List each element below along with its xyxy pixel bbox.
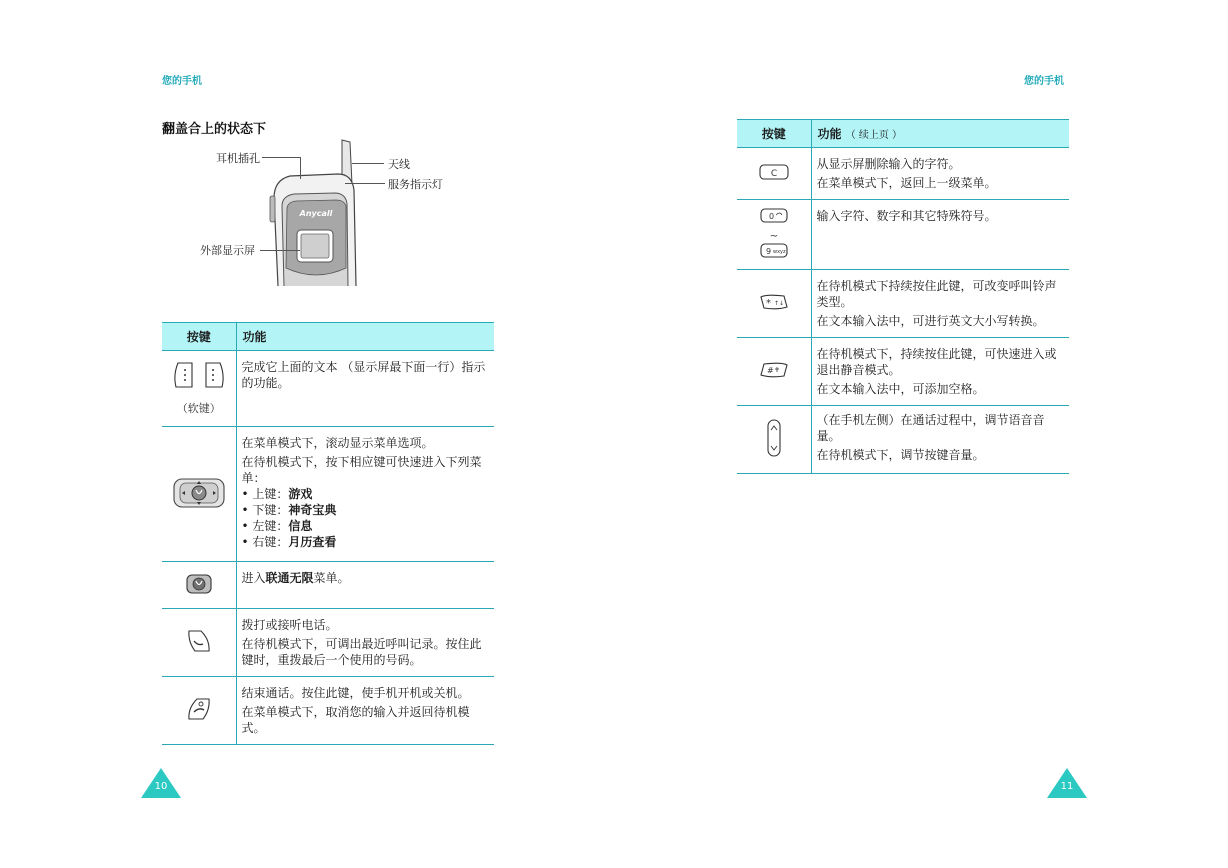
table-row [737, 270, 1069, 338]
function-text: 在文本输入法中，可添加空格。 [816, 382, 985, 396]
running-header-left: 您的手机 [162, 76, 202, 87]
label-antenna: 天线 [388, 158, 410, 171]
function-text: 在菜单模式下，返回上一级菜单。 [816, 176, 997, 190]
function-cell [811, 148, 1069, 200]
key-cell [737, 200, 811, 270]
table-row [737, 338, 1069, 406]
svg-text:~: ~ [769, 231, 778, 242]
column-header-key: 按键 [162, 323, 236, 351]
send-key-icon [185, 628, 213, 654]
svg-text:C: C [770, 169, 777, 179]
function-cell [811, 406, 1069, 474]
function-text: 在待机模式下，持续按住此键，可快速进入或退出静音模式。 [816, 347, 1057, 377]
soft-key-caption: （软键） [176, 402, 221, 415]
table-row [162, 562, 494, 609]
label-service-light: 服务指示灯 [388, 178, 443, 191]
page-number-right: 11 [1060, 781, 1074, 792]
leader-line-service-light [345, 183, 385, 184]
function-text: 拨打或接听电话。 [241, 618, 338, 632]
leader-line-antenna [352, 163, 384, 164]
column-header-function: 功能 （ 续上页 ） [811, 120, 1069, 148]
page-number-left: 10 [154, 781, 168, 792]
function-text: 在待机模式下，调节按键音量。 [816, 448, 985, 462]
key-cell [737, 406, 811, 474]
key-cell [162, 677, 236, 745]
table-row [162, 677, 494, 745]
function-text: 在菜单模式下，滚动显示菜单选项。 [241, 436, 434, 450]
section-title: 翻盖合上的状态下 [162, 122, 267, 137]
key-cell [737, 338, 811, 406]
svg-text:*: * [765, 298, 771, 309]
function-cell [236, 427, 494, 562]
hash-key-icon [758, 360, 790, 380]
function-text: 从显示屏删除输入的字符。 [816, 157, 961, 171]
label-external-display: 外部显示屏 [200, 244, 255, 257]
bullet-item: • 左键：信息 [241, 519, 313, 533]
function-text: 在待机模式下，可调出最近呼叫记录。按住此键时，重拨最后一个使用的号码。 [241, 637, 482, 667]
function-cell [236, 609, 494, 677]
bullet-item: • 下键：神奇宝典 [241, 503, 337, 517]
key-cell [162, 609, 236, 677]
key-cell [162, 427, 236, 562]
brand-logo: Anycall [299, 209, 333, 218]
svg-text:9: 9 [765, 247, 771, 256]
soft-keys-icon [172, 361, 226, 389]
column-header-key: 按键 [737, 120, 811, 148]
key-cell [737, 148, 811, 200]
key-cell [162, 562, 236, 609]
key-function-table-left [162, 322, 494, 745]
key-cell [162, 351, 236, 427]
bullet-item: • 上键：游戏 [241, 487, 313, 501]
end-key-icon [185, 696, 213, 722]
continued-note: （ 续上页 ） [845, 130, 903, 141]
function-text: 完成它上面的文本 （显示屏最下面一行）指示的功能。 [241, 360, 486, 390]
svg-text:0: 0 [768, 212, 774, 221]
function-text: 在文本输入法中，可进行英文大小写转换。 [816, 314, 1045, 328]
web-key-icon [185, 573, 213, 595]
navigation-key-icon [172, 475, 226, 511]
leader-line-earphone [262, 157, 300, 158]
table-row [162, 609, 494, 677]
function-cell [236, 677, 494, 745]
running-header-right: 您的手机 [1024, 76, 1064, 87]
table-row [737, 148, 1069, 200]
function-cell [236, 562, 494, 609]
table-row [737, 406, 1069, 474]
key-function-table-right [737, 119, 1069, 474]
key-cell [737, 270, 811, 338]
function-text: 输入字符、数字和其它特殊符号。 [816, 209, 997, 223]
function-text: 在菜单模式下，取消您的输入并返回待机模式。 [241, 705, 470, 735]
function-text: 在待机模式下持续按住此键，可改变呼叫铃声类型。 [816, 279, 1057, 309]
svg-text:wxyz: wxyz [772, 249, 786, 255]
function-text: 结束通话。按住此键，使手机开机或关机。 [241, 686, 470, 700]
alphanumeric-keys-icon [758, 207, 790, 259]
function-text: 在待机模式下，按下相应键可快速进入下列菜单： [241, 455, 482, 485]
svg-text:#: # [766, 366, 774, 375]
table-row [737, 200, 1069, 270]
function-cell [811, 200, 1069, 270]
svg-text:↑↓: ↑↓ [773, 300, 784, 307]
leader-line-earphone-v [300, 157, 301, 179]
table-row [162, 351, 494, 427]
function-cell [236, 351, 494, 427]
phone-illustration [268, 136, 358, 286]
function-cell [811, 270, 1069, 338]
volume-key-icon [766, 418, 782, 458]
leader-line-display [260, 250, 300, 251]
table-row [162, 427, 494, 562]
function-cell [811, 338, 1069, 406]
bullet-item: • 右键：月历查看 [241, 535, 337, 549]
function-text: （在手机左侧）在通话过程中，调节语音音量。 [816, 413, 1045, 443]
function-text: 进入联通无限菜单。 [241, 571, 350, 585]
star-key-icon [758, 292, 790, 312]
label-earphone-jack: 耳机插孔 [216, 152, 260, 165]
clear-key-icon [758, 163, 790, 181]
column-header-function: 功能 [236, 323, 494, 351]
